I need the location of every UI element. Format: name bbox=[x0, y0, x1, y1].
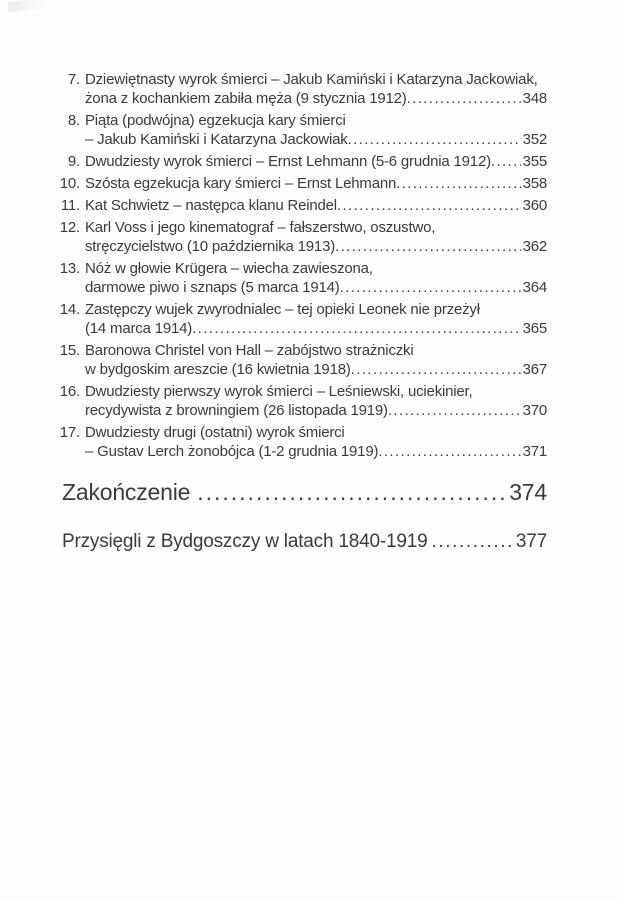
entry-final-line bbox=[85, 237, 547, 256]
entry-body bbox=[85, 196, 547, 215]
entry-body bbox=[85, 152, 547, 171]
dot-leader bbox=[340, 278, 521, 297]
entry-body bbox=[85, 218, 547, 256]
toc-section-list bbox=[62, 477, 547, 554]
entry-page-number: 364 bbox=[522, 279, 547, 296]
entry-text: recydywista z browningiem (26 listopada 1919) bbox=[85, 402, 388, 419]
entry-final-line bbox=[85, 278, 547, 297]
entry-final-line bbox=[85, 319, 547, 338]
entry-body bbox=[85, 382, 547, 420]
entry-page-number: 348 bbox=[522, 90, 547, 107]
toc-entry bbox=[55, 259, 547, 297]
entry-number: 13. bbox=[59, 260, 80, 277]
entry-text-line: Zastępczy wujek zwyrodnialec – tej opieki Leonek nie przeżył bbox=[85, 301, 480, 318]
entry-page-number: 358 bbox=[522, 175, 547, 192]
entry-page-number: 367 bbox=[522, 361, 547, 378]
entry-text: darmowe piwo i sznaps (5 marca 1914) bbox=[85, 279, 340, 296]
entry-page-number: 371 bbox=[522, 443, 547, 460]
entry-final-line bbox=[85, 360, 547, 379]
dot-leader bbox=[351, 360, 521, 379]
entry-text-line: Dziewiętnasty wyrok śmierci – Jakub Kamiński i Katarzyna Jackowiak, bbox=[85, 71, 538, 88]
entry-page-number: 362 bbox=[522, 238, 547, 255]
entry-number: 14. bbox=[59, 301, 80, 318]
toc-entry bbox=[55, 111, 547, 149]
entry-text: – Gustav Lerch żonobójca (1-2 grudnia 1919) bbox=[85, 443, 379, 460]
toc-entry bbox=[55, 300, 547, 338]
entry-number: 8. bbox=[67, 112, 80, 129]
entry-text: żona z kochankiem zabiła męża (9 stycznia 1912) bbox=[85, 90, 407, 107]
entry-page-number: 365 bbox=[522, 320, 547, 337]
entry-final-line bbox=[85, 196, 547, 215]
section-page-number: 374 bbox=[509, 479, 547, 505]
entry-final-line bbox=[85, 89, 547, 108]
entry-body bbox=[85, 174, 547, 193]
dot-leader bbox=[335, 237, 521, 256]
entry-final-line bbox=[85, 130, 547, 149]
toc-section-line bbox=[62, 529, 547, 554]
entry-body bbox=[85, 423, 547, 461]
entry-text-line: Dwudziesty drugi (ostatni) wyrok śmierci bbox=[85, 424, 345, 441]
entry-text: Kat Schwietz – następca klanu Reindel bbox=[85, 197, 337, 214]
toc-entry bbox=[55, 174, 547, 193]
entry-number: 17. bbox=[59, 424, 80, 441]
entry-body bbox=[85, 341, 547, 379]
dot-leader bbox=[378, 442, 520, 461]
entry-body bbox=[85, 259, 547, 297]
entry-final-line bbox=[85, 401, 547, 420]
toc-entry bbox=[55, 152, 547, 171]
entry-page-number: 352 bbox=[522, 131, 547, 148]
toc-entry bbox=[55, 341, 547, 379]
dot-leader bbox=[192, 319, 521, 338]
entry-text: w bydgoskim areszcie (16 kwietnia 1918) bbox=[85, 361, 351, 378]
dot-leader bbox=[407, 89, 521, 108]
entry-text: stręczycielstwo (10 października 1913) bbox=[85, 238, 336, 255]
entry-number: 7. bbox=[67, 71, 80, 88]
dot-leader bbox=[197, 477, 507, 507]
section-page-number: 377 bbox=[515, 531, 547, 552]
entry-body bbox=[85, 70, 547, 108]
entry-text: (14 marca 1914) bbox=[85, 320, 193, 337]
entry-body bbox=[85, 300, 547, 338]
toc-section-line bbox=[62, 477, 547, 507]
entry-page-number: 355 bbox=[522, 153, 547, 170]
entry-number: 11. bbox=[60, 197, 80, 214]
toc-entry bbox=[55, 423, 547, 461]
section-title: Przysięgli z Bydgoszczy w latach 1840-1919 bbox=[62, 531, 428, 552]
entry-page-number: 360 bbox=[522, 197, 547, 214]
entry-page-number: 370 bbox=[522, 402, 547, 419]
entry-text: – Jakub Kamiński i Katarzyna Jackowiak bbox=[85, 131, 348, 148]
dot-leader bbox=[491, 152, 521, 171]
entry-number: 15. bbox=[59, 342, 80, 359]
entry-text-line: Karl Voss i jego kinematograf – fałszerstwo, oszustwo, bbox=[85, 219, 436, 236]
toc-entry bbox=[55, 70, 547, 108]
toc-entry bbox=[55, 382, 547, 420]
section-title: Zakończenie bbox=[62, 479, 191, 505]
entry-body bbox=[85, 111, 547, 149]
entry-text-line: Nóż w głowie Krügera – wiecha zawieszona, bbox=[85, 260, 373, 277]
entry-text-line: Piąta (podwójna) egzekucja kary śmierci bbox=[85, 112, 346, 129]
toc-entry-list bbox=[55, 70, 547, 461]
entry-number: 9. bbox=[67, 153, 80, 170]
toc-entry bbox=[55, 196, 547, 215]
dot-leader bbox=[348, 130, 521, 149]
entry-final-line bbox=[85, 174, 547, 193]
entry-number: 10. bbox=[59, 175, 80, 192]
dot-leader bbox=[396, 174, 520, 193]
dot-leader bbox=[388, 401, 521, 420]
dot-leader bbox=[337, 196, 521, 215]
entry-text: Szósta egzekucja kary śmierci – Ernst Lehmann bbox=[85, 175, 397, 192]
entry-text-line: Baronowa Christel von Hall – zabójstwo strażniczki bbox=[85, 342, 414, 359]
toc-entry bbox=[55, 218, 547, 256]
entry-final-line bbox=[85, 442, 547, 461]
entry-text: Dwudziesty wyrok śmierci – Ernst Lehmann (5-6 grudnia 1912) bbox=[85, 153, 491, 170]
entry-number: 12. bbox=[59, 219, 80, 236]
entry-final-line bbox=[85, 152, 547, 171]
dot-leader bbox=[431, 529, 513, 554]
entry-number: 16. bbox=[59, 383, 80, 400]
entry-text-line: Dwudziesty pierwszy wyrok śmierci – Leśniewski, uciekinier, bbox=[85, 383, 473, 400]
